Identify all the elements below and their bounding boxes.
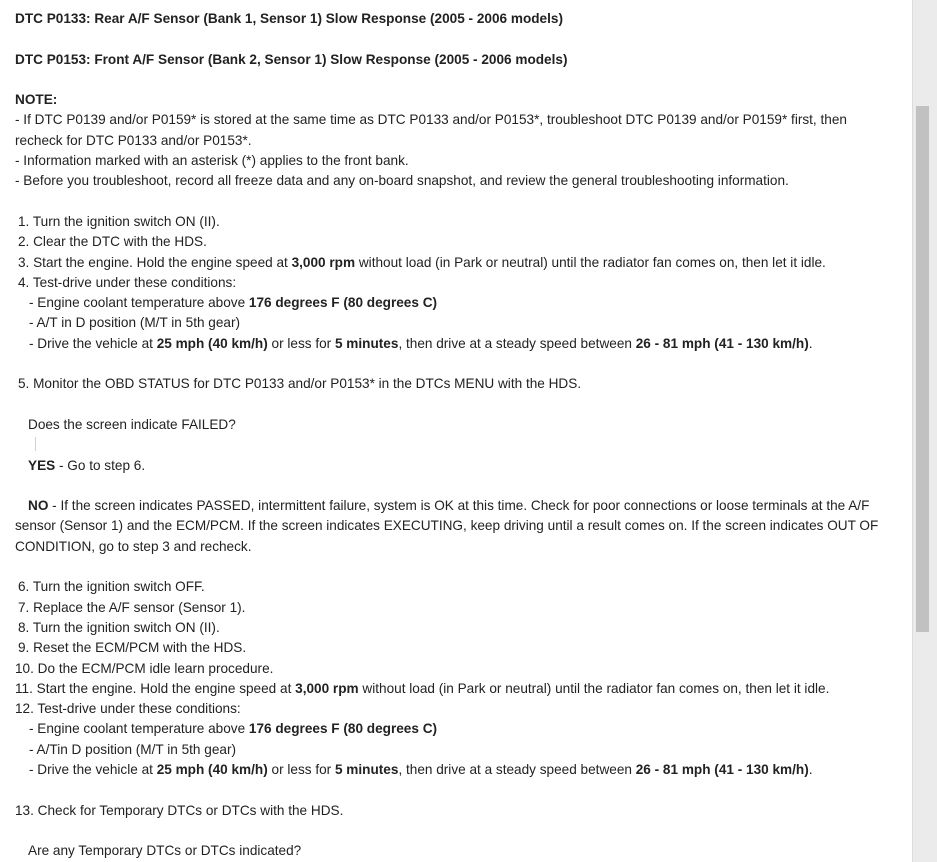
no-answer bbox=[15, 496, 895, 557]
condition-text: , then drive at a steady speed between bbox=[398, 761, 636, 777]
condition-text: - Engine coolant temperature above bbox=[29, 295, 249, 311]
step-item bbox=[15, 253, 895, 273]
condition-text: . bbox=[808, 335, 813, 351]
condition-item bbox=[15, 760, 895, 780]
step-item bbox=[15, 679, 895, 699]
speed-range-value: 26 - 81 mph (41 - 130 km/h) bbox=[635, 761, 809, 777]
scrollbar-thumb[interactable] bbox=[916, 106, 929, 632]
duration-value: 5 minutes bbox=[334, 335, 399, 351]
duration-value: 5 minutes bbox=[334, 761, 399, 777]
note-item: - Information marked with an asterisk (*) applies to the front bank. bbox=[15, 153, 409, 169]
speed-range-value: 26 - 81 mph (41 - 130 km/h) bbox=[635, 335, 809, 351]
condition-text: . bbox=[808, 761, 813, 777]
condition-item bbox=[15, 719, 895, 739]
condition-item: - A/Tin D position (M/T in 5th gear) bbox=[29, 741, 237, 757]
condition-text: - Engine coolant temperature above bbox=[29, 721, 249, 737]
condition-text: , then drive at a steady speed between bbox=[398, 335, 636, 351]
condition-text: or less for bbox=[267, 335, 335, 351]
temperature-value: 176 degrees F (80 degrees C) bbox=[248, 721, 438, 737]
note-item: - Before you troubleshoot, record all freeze data and any on-board snapshot, and review the general troubleshooting information. bbox=[15, 173, 789, 189]
step-item: 10. Do the ECM/PCM idle learn procedure. bbox=[15, 660, 274, 676]
step-item: 2. Clear the DTC with the HDS. bbox=[18, 234, 207, 250]
condition-text: - Drive the vehicle at bbox=[29, 761, 157, 777]
vertical-scrollbar[interactable] bbox=[912, 0, 937, 862]
step-item: 8. Turn the ignition switch ON (II). bbox=[18, 619, 220, 635]
question-text: Does the screen indicate FAILED? bbox=[28, 416, 236, 432]
speed-value: 25 mph (40 km/h) bbox=[156, 761, 268, 777]
yes-label: YES bbox=[28, 457, 56, 473]
condition-text: - Drive the vehicle at bbox=[29, 335, 157, 351]
step-item: 1. Turn the ignition switch ON (II). bbox=[18, 213, 220, 229]
step-item: 4. Test-drive under these conditions: bbox=[18, 274, 237, 290]
document-content bbox=[15, 9, 895, 861]
step-item: 12. Test-drive under these conditions: bbox=[15, 701, 241, 717]
condition-item: - A/T in D position (M/T in 5th gear) bbox=[29, 315, 241, 331]
no-text: - If the screen indicates PASSED, intermittent failure, system is OK at this time. Check for poor connections or loose terminals at the A/F sensor (Sensor 1) and the ECM/PCM. If the screen indicates EXECUTING, keep driving until a result comes on. If the screen indicates OUT OF CONDITION, go to step 3 and recheck. bbox=[15, 498, 879, 554]
dtc-title-p0153: DTC P0153: Front A/F Sensor (Bank 2, Sensor 1) Slow Response (2005 - 2006 models) bbox=[15, 51, 568, 67]
note-label: NOTE: bbox=[15, 92, 58, 108]
step-item: 13. Check for Temporary DTCs or DTCs with the HDS. bbox=[15, 802, 344, 818]
step-text: without load (in Park or neutral) until the radiator fan comes on, then let it idle. bbox=[358, 680, 830, 696]
rpm-value: 3,000 rpm bbox=[295, 680, 359, 696]
step-text: 11. Start the engine. Hold the engine speed at bbox=[15, 680, 296, 696]
question-text: Are any Temporary DTCs or DTCs indicated? bbox=[28, 843, 302, 859]
step-item: 6. Turn the ignition switch OFF. bbox=[18, 579, 205, 595]
condition-text: or less for bbox=[267, 761, 335, 777]
step-item: 5. Monitor the OBD STATUS for DTC P0133 and/or P0153* in the DTCs MENU with the HDS. bbox=[18, 376, 582, 392]
yes-text: - Go to step 6. bbox=[55, 457, 146, 473]
rpm-value: 3,000 rpm bbox=[291, 254, 356, 270]
condition-item bbox=[15, 334, 895, 354]
text-cursor bbox=[35, 437, 36, 451]
condition-item bbox=[15, 293, 895, 313]
no-label: NO bbox=[28, 498, 49, 514]
step-item: 7. Replace the A/F sensor (Sensor 1). bbox=[18, 599, 246, 615]
temperature-value: 176 degrees F (80 degrees C) bbox=[248, 295, 438, 311]
step-text: without load (in Park or neutral) until the radiator fan comes on, then let it idle. bbox=[355, 254, 826, 270]
dtc-title-p0133: DTC P0133: Rear A/F Sensor (Bank 1, Sensor 1) Slow Response (2005 - 2006 models) bbox=[15, 11, 563, 26]
step-item: 9. Reset the ECM/PCM with the HDS. bbox=[18, 640, 247, 656]
note-item: - If DTC P0139 and/or P0159* is stored at the same time as DTC P0133 and/or P0153*, troubleshoot DTC P0139 and/or P0159* first, then recheck for DTC P0133 and/or P0153*. bbox=[15, 112, 847, 148]
speed-value: 25 mph (40 km/h) bbox=[156, 335, 268, 351]
step-text: 3. Start the engine. Hold the engine speed at bbox=[18, 254, 292, 270]
yes-answer bbox=[15, 456, 895, 476]
